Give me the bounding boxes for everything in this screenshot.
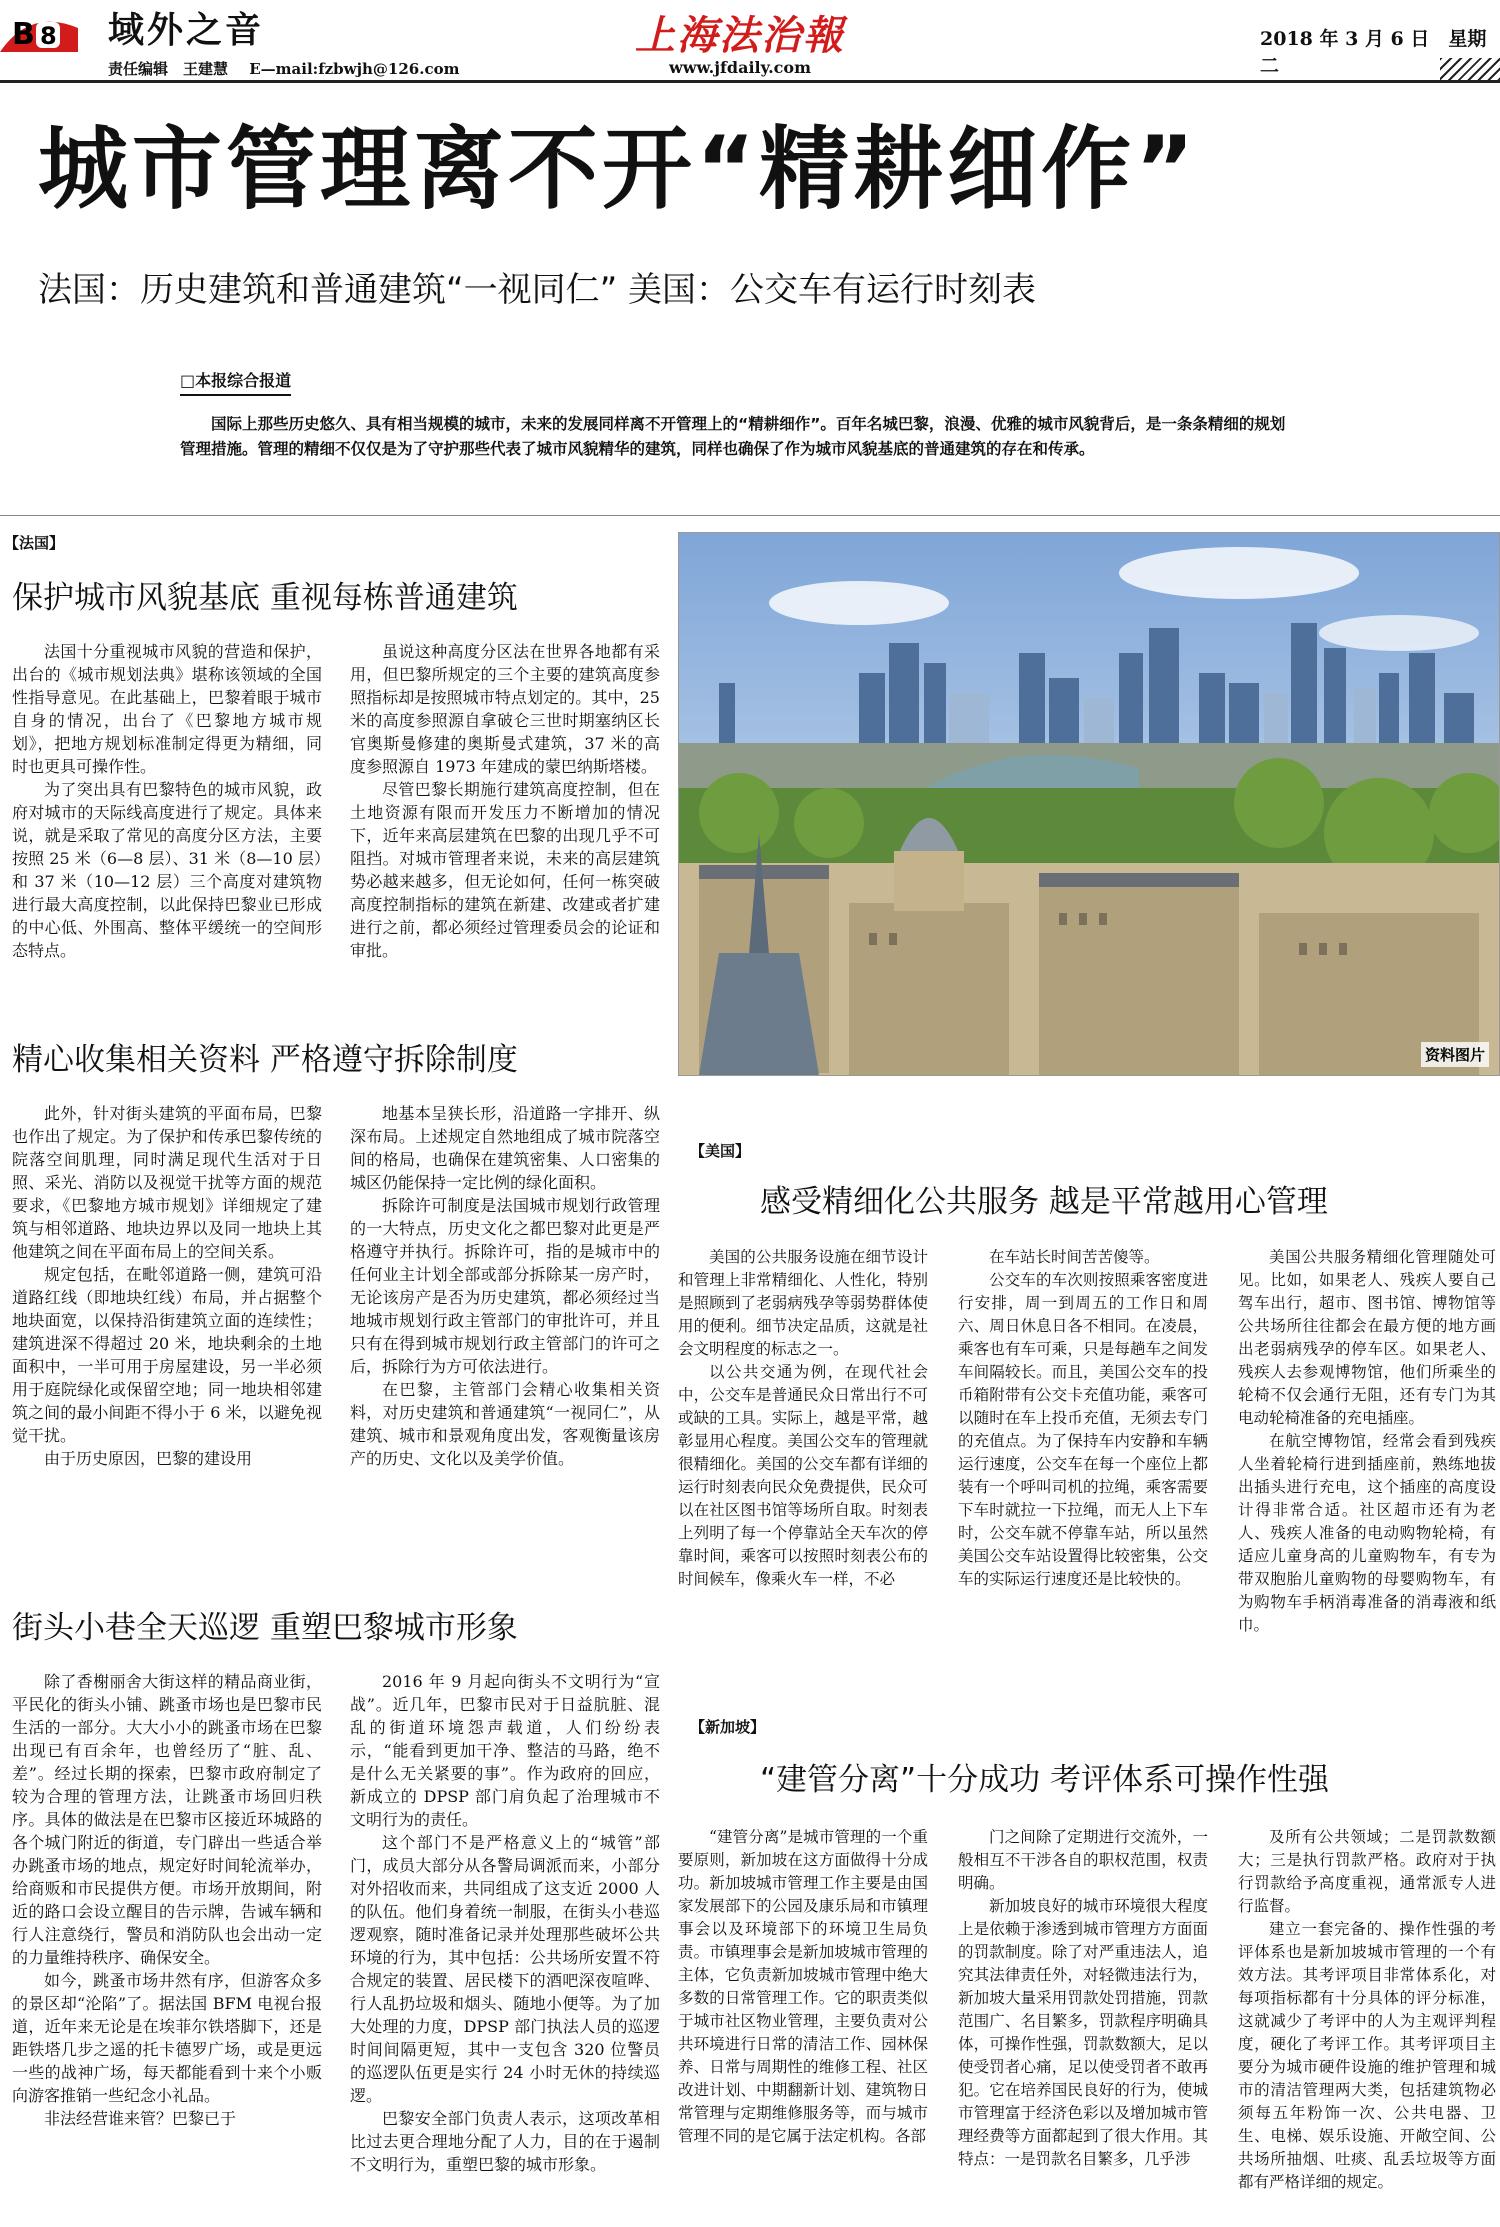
country-label-france: 【法国】 xyxy=(4,534,65,552)
paragraph: 公交车的车次则按照乘客密度进行安排，周一到周五的工作日和周六、周日休息日各不相同。在凌晨，乘客也有车可乘，只是每趟车之间发车间隔较长。而且，美国公交车的投币箱附带有公交卡充值功能，乘客可以随时在车上投币充值，无须去专门的充值点。为了保持车内安静和车辆运行速度，公交车在每一个座位上都装有一个呼叫司机的拉绳，乘客需要下车时就拉一下拉绳，而无人上下车时，公交车就不停靠车站，所以虽然美国公交车站设置得比较密集，公交车的实际运行速度还是比较快的。 xyxy=(958,1271,1208,1588)
singapore-col-2 xyxy=(958,1826,1208,2222)
sub-headline: 法国：历史建筑和普通建筑“一视同仁” 美国：公交车有运行时刻表 xyxy=(38,270,1037,310)
paragraph: 新加坡良好的城市环境很大程度上是依赖于渗透到城市管理方方面面的罚款制度。除了对严重违法人，追究其法律责任外，对轻微违法行为，新加坡大量采用罚款处罚措施，罚款范围广、名目繁多，罚款程序明确具体，可操作性强，罚款数额大，足以使受罚者心痛，足以使受罚者不敢再犯。它在培养国民良好的行为，使城市管理富于经济色彩以及增加城市管理经费等方面都起到了很大作用。其特点：一是罚款名目繁多，几乎涉 xyxy=(958,1897,1208,2168)
paragraph: 以公共交通为例，在现代社会中，公交车是普通民众日常出行不可或缺的工具。实际上，越是平常，越彰显用心程度。美国公交车的管理就很精细化。美国的公交车都有详细的运行时刻表向民众免费提供，民众可以在社区图书馆等场所自取。时刻表上列明了每一个停靠站全天车次的停靠时间，乘客可以按照时刻表公布的时间候车，像乘火车一样，不必 xyxy=(678,1363,928,1588)
paragraph: 尽管巴黎长期施行建筑高度控制，但在土地资源有限而开发压力不断增加的情况下，近年来高层建筑在巴黎的出现几乎不可阻挡。对城市管理者来说，未来的高层建筑势必越来越多，但无论如何，任何一栋突破高度控制指标的建筑在新建、改建或者扩建进行之前，都必须经过管理委员会的论证和审批。 xyxy=(350,780,660,960)
page-header xyxy=(0,0,1500,82)
usa-heading: 感受精细化公共服务 越是平常越用心管理 xyxy=(760,1184,1328,1220)
france-s1-right xyxy=(350,640,660,1020)
issue-date: 2018 年 3 月 6 日 星期二 xyxy=(1260,28,1487,77)
website: www.jfdaily.com xyxy=(668,58,812,77)
paragraph: 由于历史原因，巴黎的建设用 xyxy=(44,1449,253,1468)
paragraph: 为了突出具有巴黎特色的城市风貌，政府对城市的天际线高度进行了规定。具体来说，就是采取了常见的高度分区方法，主要按照 25 米（6—8 层）、31 米（8—10 层）和 37 米（10—12 层）三个高度对建筑物进行最大高度控制，以此保持巴黎业已形成的中心低、外围高、整体平缓统一的空间形态特点。 xyxy=(12,780,322,960)
france-s3-left xyxy=(12,1670,322,2222)
byline: □本报综合报道 xyxy=(180,368,291,396)
paragraph: 虽说这种高度分区法在世界各地都有采用，但巴黎所规定的三个主要的建筑高度参照指标却是按照城市特点划定的。其中，25 米的高度参照源自拿破仑三世时期塞纳区长官奥斯曼修建的奥斯曼式建筑，37 米的高度参照源自 1973 年建成的蒙巴纳斯塔楼。 xyxy=(350,642,660,776)
france-heading-2: 精心收集相关资料 严格遵守拆除制度 xyxy=(12,1042,518,1078)
main-headline: 城市管理离不开“精耕细作” xyxy=(38,117,1199,222)
paragraph: 建立一套完备的、操作性强的考评体系也是新加坡城市管理的一个有效方法。其考评项目非常体系化，对每项指标都有十分具体的评分标准，这就减少了考评中的人为主观评判程度，硬化了考评工作。其考评项目主要分为城市硬件设施的维护管理和城市的清洁管理两大类，包括建筑物必须每五年粉饰一次、公共电器、卫生、电梯、娱乐设施、开敞空间、公共场所抽烟、吐痰、乱丢垃圾等方面都有严格详细的规定。 xyxy=(1238,1920,1496,2191)
editor-name: 责任编辑 王建慧 xyxy=(108,60,229,78)
singapore-col-1 xyxy=(678,1826,928,2222)
france-heading-1: 保护城市风貌基底 重视每栋普通建筑 xyxy=(12,580,518,616)
section-title: 域外之音 xyxy=(108,9,265,51)
paragraph: 巴黎安全部门负责人表示，这项改革相比过去更合理地分配了人力，目的在于遏制不文明行为，重塑巴黎的城市形象。 xyxy=(350,2109,660,2174)
paragraph: 地基本呈狭长形，沿道路一字排开、纵深布局。上述规定自然地组成了城市院落空间的格局，也确保在建筑密集、人口密集的城区仍能保持一定比例的绿化面积。 xyxy=(350,1104,660,1192)
skyline-illustration xyxy=(679,533,1499,1075)
header-rule xyxy=(0,80,1500,83)
page-badge xyxy=(0,8,78,52)
usa-col-1 xyxy=(678,1246,928,1706)
france-s2-left xyxy=(12,1102,322,1600)
page-number: 8 xyxy=(40,22,57,50)
paragraph: 这个部门不是严格意义上的“城管”部门，成员大部分从各警局调派而来，小部分对外招收而来，共同组成了这支近 2000 人的队伍。他们身着统一制服，在街头小巷巡逻观察，随时准备记录并处理那些破坏公共环境的行为，其中包括：公共场所安置不符合规定的装置、居民楼下的酒吧深夜喧哗、行人乱扔垃圾和烟头、随地小便等。为了加大处理的力度，DPSP 部门执法人员的巡逻时间间隔更短，其中一支包含 320 位警员的巡逻队伍更是实行 24 小时无休的持续巡逻。 xyxy=(350,1833,660,2105)
paragraph: 及所有公共领域；二是罚款数额大；三是执行罚款严格。政府对于执行罚款给予高度重视，通常派专人进行监督。 xyxy=(1238,1828,1496,1915)
section-divider xyxy=(0,515,1500,516)
photo-caption: 资料图片 xyxy=(1421,1042,1489,1067)
masthead: 上海法治報 xyxy=(635,12,845,59)
country-label-usa: 【美国】 xyxy=(690,1142,751,1160)
paragraph: 拆除许可制度是法国城市规划行政管理的一大特点，历史文化之都巴黎对此更是严格遵守并执行。拆除许可，指的是城市中的任何业主计划全部或部分拆除某一房产时，无论该房产是否为历史建筑，都必须经过当地城市规划行政主管部门的审批许可，并且只有在得到城市规划行政主管部门的许可之后，拆除行为方可依法进行。 xyxy=(350,1196,660,1376)
paragraph: 除了香榭丽舍大街这样的精品商业街，平民化的街头小铺、跳蚤市场也是巴黎市民生活的一部分。大大小小的跳蚤市场在巴黎出现已有百余年，也曾经历了“脏、乱、差”。经过长期的探索，巴黎市政府制定了较为合理的管理方法，让跳蚤市场回归秩序。具体的做法是在巴黎市区接近环城路的各个城门附近的街道，专门辟出一些适合举办跳蚤市场的地点，规定好时间轮流举办，给商贩和市民提供方便。市场开放期间，附近的路口会设立醒目的告示牌，告诫车辆和行人注意绕行，警员和消防队也会出动一定的力量维持秩序、确保安全。 xyxy=(12,1672,322,1967)
page-letter: B xyxy=(12,17,35,52)
paragraph: 2016 年 9 月起向街头不文明行为“宣战”。近几年，巴黎市民对于日益肮脏、混乱的街道环境怨声载道，人们纷纷表示，“能看到更加干净、整洁的马路，绝不是什么无关紧要的事”。作为政府的回应，新成立的 DPSP 部门肩负起了治理城市不文明行为的责任。 xyxy=(350,1672,660,1829)
france-s3-right xyxy=(350,1670,660,2222)
singapore-col-3 xyxy=(1238,1826,1496,2222)
paragraph: 规定包括，在毗邻道路一侧，建筑可沿道路红线（即地块红线）布局，并占据整个地块面宽，以保持沿街建筑立面的连续性；建筑进深不得超过 20 米，地块剩余的土地面积中，一半可用于房屋建设，另一半必须用于庭院绿化或保留空地；同一地块相邻建筑之间的最小间距不得小于 6 米，以避免视觉干扰。 xyxy=(12,1265,322,1445)
usa-col-2 xyxy=(958,1246,1208,1706)
paragraph: 法国十分重视城市风貌的营造和保护，出台的《城市规划法典》堪称该领域的全国性指导意见。在此基础上，巴黎着眼于城市自身的情况，出台了《巴黎地方城市规划》，把地方规划标准制定得更为精细，同时也更具可操作性。 xyxy=(12,642,322,776)
paragraph: 如今，跳蚤市场井然有序，但游客众多的景区却“沦陷”了。据法国 BFM 电视台报道，近年来无论是在埃菲尔铁塔脚下，还是距铁塔几步之遥的托卡德罗广场，或是更远一些的战神广场，每天都能看到十来个小贩向游客推销一些纪念小礼品。 xyxy=(12,1971,322,2105)
editor-email: E—mail:fzbwjh@126.com xyxy=(249,60,460,78)
country-label-singapore: 【新加坡】 xyxy=(690,1718,766,1736)
paragraph: 此外，针对街头建筑的平面布局，巴黎也作出了规定。为了保护和传承巴黎传统的院落空间肌理，同时满足现代生活对于日照、采光、消防以及视觉干扰等方面的规范要求，《巴黎地方城市规划》详细规定了建筑与相邻道路、地块边界以及同一地块上其他建筑之间在平面布局上的空间关系。 xyxy=(12,1104,322,1261)
paragraph: “建管分离”是城市管理的一个重要原则，新加坡在这方面做得十分成功。新加坡城市管理工作主要是由国家发展部下的公园及康乐局和市镇理事会以及环境部下的环境卫生局负责。市镇理事会是新加坡城市管理的主体，它负责新加坡城市管理中绝大多数的日常管理工作。它的职责类似于城市社区物业管理，主要负责对公共环境进行日常的清洁工作、园林保养、日常与周期性的维修工程、社区改进计划、中期翻新计划、建筑物日常管理与定期维修服务等，而与城市管理不同的是它属于法定机构。各部 xyxy=(678,1828,928,2145)
paragraph: 美国公共服务精细化管理随处可见。比如，如果老人、残疾人要自己驾车出行，超市、图书馆、博物馆等公共场所往往都会在最方便的地方画出老弱病残孕的停车区。如果老人、残疾人去参观博物馆，他们所乘坐的轮椅不仅会通行无阻，还有专门为其电动轮椅准备的充电插座。 xyxy=(1238,1248,1496,1427)
lead-paragraph: 国际上那些历史悠久、具有相当规模的城市，未来的发展同样离不开管理上的“精耕细作”。百年名城巴黎，浪漫、优雅的城市风貌背后，是一条条精细的规划管理措施。管理的精细不仅仅是为了守护那些代表了城市风貌精华的建筑，同样也确保了作为城市风貌基底的普通建筑的存在和传承。 xyxy=(180,415,1286,458)
france-s1-left xyxy=(12,640,322,1020)
france-s2-right xyxy=(350,1102,660,1600)
paragraph: 美国的公共服务设施在细节设计和管理上非常精细化、人性化，特别是照顾到了老弱病残孕等弱势群体使用的便利。细节决定品质，这就是社会文明程度的标志之一。 xyxy=(678,1248,928,1358)
paragraph: 非法经营谁来管？巴黎已于 xyxy=(44,2109,237,2128)
france-heading-3: 街头小巷全天巡逻 重塑巴黎城市形象 xyxy=(12,1610,518,1646)
singapore-heading: “建管分离”十分成功 考评体系可操作性强 xyxy=(760,1762,1329,1798)
paragraph: 在航空博物馆，经常会看到残疾人坐着轮椅行进到插座前，熟练地拔出插头进行充电，这个插座的高度设计得非常合适。社区超市还有为老人、残疾人准备的电动购物轮椅，有适应儿童身高的儿童购物车，有专为带双胞胎儿童购物的母婴购物车，有为购物车手柄消毒准备的消毒液和纸巾。 xyxy=(1238,1432,1496,1634)
paragraph: 门之间除了定期进行交流外，一般相互不干涉各自的职权范围，权责明确。 xyxy=(958,1828,1208,1892)
paragraph: 在车站长时间苦苦傻等。 xyxy=(989,1248,1160,1266)
paragraph: 在巴黎，主管部门会精心收集相关资料，对历史建筑和普通建筑“一视同仁”，从建筑、城市和景观角度出发，客观衡量该房产的历史、文化以及美学价值。 xyxy=(350,1380,660,1468)
paris-skyline-photo xyxy=(678,532,1500,1076)
usa-col-3 xyxy=(1238,1246,1496,1706)
hatch-decoration xyxy=(1440,58,1500,82)
editor-line xyxy=(108,58,475,79)
